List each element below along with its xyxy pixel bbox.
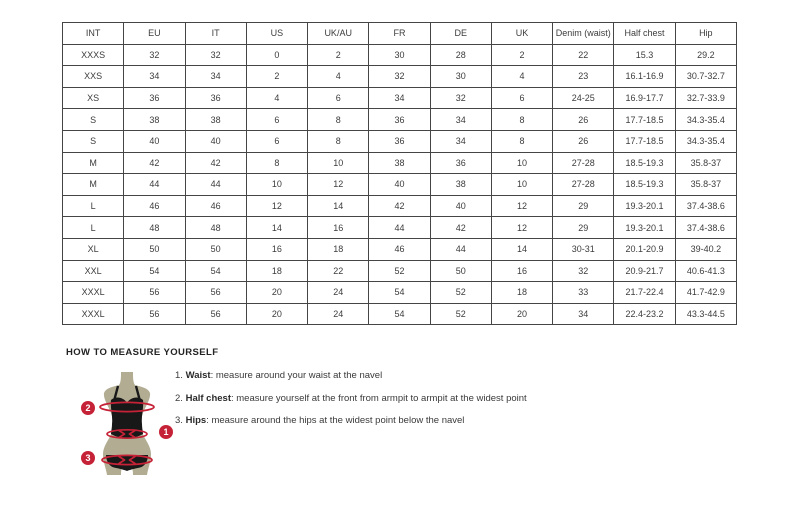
size-value-cell: 16 [491,260,552,282]
size-value-cell: 6 [246,130,307,152]
size-value-cell: 2 [246,66,307,88]
column-header: UK/AU [308,23,369,45]
size-value-cell: 40 [185,130,246,152]
size-label-cell: XXXS [63,44,124,66]
size-value-cell: 27-28 [553,152,614,174]
size-value-cell: 4 [246,87,307,109]
table-row [63,174,737,196]
column-header: US [246,23,307,45]
size-value-cell: 35.8-37 [675,152,736,174]
size-value-cell: 34 [185,66,246,88]
step-label: Hips [185,415,207,426]
column-header: Hip [675,23,736,45]
measure-step-half-chest [175,393,595,405]
size-value-cell: 21.7-22.4 [614,282,675,304]
size-value-cell: 29.2 [675,44,736,66]
size-value-cell: 6 [308,87,369,109]
size-value-cell: 26 [553,130,614,152]
size-label-cell: S [63,130,124,152]
size-label-cell: XS [63,87,124,109]
size-value-cell: 0 [246,44,307,66]
size-label-cell: XXS [63,66,124,88]
size-value-cell: 34 [553,303,614,325]
size-value-cell: 56 [185,282,246,304]
step-number: 3. [175,415,183,426]
size-value-cell: 46 [124,195,185,217]
size-value-cell: 28 [430,44,491,66]
size-value-cell: 18.5-19.3 [614,174,675,196]
size-value-cell: 10 [491,174,552,196]
chest-badge-number: 2 [85,403,91,414]
size-value-cell: 17.7-18.5 [614,109,675,131]
size-value-cell: 56 [185,303,246,325]
size-value-cell: 15.3 [614,44,675,66]
size-label-cell: XXL [63,260,124,282]
size-value-cell: 2 [308,44,369,66]
size-label-cell: M [63,174,124,196]
size-value-cell: 50 [430,260,491,282]
size-value-cell: 19.3-20.1 [614,217,675,239]
size-value-cell: 56 [124,303,185,325]
column-header: UK [491,23,552,45]
size-value-cell: 24 [308,282,369,304]
step-text: : measure yourself at the front from armpit to armpit at the widest point [230,392,527,404]
size-value-cell: 18.5-19.3 [614,152,675,174]
size-value-cell: 52 [430,303,491,325]
size-value-cell: 40.6-41.3 [675,260,736,282]
size-value-cell: 36 [185,87,246,109]
size-value-cell: 16.9-17.7 [614,87,675,109]
size-value-cell: 24 [308,303,369,325]
size-value-cell: 18 [246,260,307,282]
size-value-cell: 41.7-42.9 [675,282,736,304]
mannequin-illustration [78,372,178,478]
size-value-cell: 42 [369,195,430,217]
size-value-cell: 30 [369,44,430,66]
table-row [63,303,737,325]
size-value-cell: 6 [491,87,552,109]
size-value-cell: 32 [430,87,491,109]
size-value-cell: 33 [553,282,614,304]
size-value-cell: 34 [124,66,185,88]
measure-step-hips [175,415,595,427]
size-value-cell: 29 [553,195,614,217]
hips-badge [81,451,95,465]
table-row [63,238,737,260]
size-value-cell: 27-28 [553,174,614,196]
size-value-cell: 54 [124,260,185,282]
header-row [63,23,737,45]
size-value-cell: 32 [553,260,614,282]
column-header: EU [124,23,185,45]
size-value-cell: 46 [369,238,430,260]
column-header: Denim (waist) [553,23,614,45]
size-value-cell: 12 [308,174,369,196]
size-value-cell: 48 [124,217,185,239]
size-value-cell: 20 [246,303,307,325]
size-value-cell: 30-31 [553,238,614,260]
size-value-cell: 44 [369,217,430,239]
size-value-cell: 50 [185,238,246,260]
size-value-cell: 42 [430,217,491,239]
size-value-cell: 14 [308,195,369,217]
table-row [63,130,737,152]
size-value-cell: 36 [124,87,185,109]
size-value-cell: 56 [124,282,185,304]
size-value-cell: 12 [491,217,552,239]
size-value-cell: 14 [246,217,307,239]
size-value-cell: 4 [308,66,369,88]
size-label-cell: L [63,195,124,217]
step-text: : measure around your waist at the navel [210,370,383,381]
waist-badge [159,425,173,439]
size-value-cell: 38 [369,152,430,174]
size-value-cell: 48 [185,217,246,239]
size-value-cell: 8 [308,109,369,131]
size-label-cell: M [63,152,124,174]
size-value-cell: 16 [308,217,369,239]
size-value-cell: 44 [185,174,246,196]
table-row [63,282,737,304]
size-value-cell: 32.7-33.9 [675,87,736,109]
size-value-cell: 52 [369,260,430,282]
size-conversion-table [62,22,737,325]
size-value-cell: 30 [430,66,491,88]
size-value-cell: 10 [491,152,552,174]
waist-badge-number: 1 [163,427,169,438]
chest-badge [81,401,95,415]
size-value-cell: 40 [124,130,185,152]
size-value-cell: 42 [124,152,185,174]
mannequin-figure-svg [78,372,178,478]
size-value-cell: 34 [369,87,430,109]
size-label-cell: XL [63,238,124,260]
size-value-cell: 12 [491,195,552,217]
size-value-cell: 2 [491,44,552,66]
size-value-cell: 20.9-21.7 [614,260,675,282]
size-label-cell: XXXL [63,303,124,325]
table-row [63,44,737,66]
size-value-cell: 36 [369,130,430,152]
size-table-head [63,23,737,45]
column-header: FR [369,23,430,45]
size-value-cell: 24-25 [553,87,614,109]
size-value-cell: 10 [246,174,307,196]
size-value-cell: 14 [491,238,552,260]
size-value-cell: 20 [246,282,307,304]
size-value-cell: 26 [553,109,614,131]
size-value-cell: 37.4-38.6 [675,217,736,239]
size-label-cell: XXXL [63,282,124,304]
size-value-cell: 16.1-16.9 [614,66,675,88]
size-value-cell: 22.4-23.2 [614,303,675,325]
size-value-cell: 17.7-18.5 [614,130,675,152]
size-value-cell: 19.3-20.1 [614,195,675,217]
column-header: IT [185,23,246,45]
step-label: Half chest [185,392,231,404]
size-value-cell: 40 [430,195,491,217]
size-value-cell: 44 [124,174,185,196]
step-number: 2. [175,392,183,404]
size-label-cell: S [63,109,124,131]
size-value-cell: 54 [369,282,430,304]
size-value-cell: 6 [246,109,307,131]
step-number: 1. [175,370,183,381]
measure-step-waist [175,370,595,382]
size-value-cell: 54 [369,303,430,325]
size-value-cell: 34 [430,109,491,131]
size-value-cell: 52 [430,282,491,304]
size-value-cell: 37.4-38.6 [675,195,736,217]
size-value-cell: 8 [491,130,552,152]
measure-section-title: HOW TO MEASURE YOURSELF [66,347,219,358]
size-value-cell: 4 [491,66,552,88]
table-row [63,152,737,174]
size-value-cell: 22 [308,260,369,282]
column-header: DE [430,23,491,45]
size-value-cell: 39-40.2 [675,238,736,260]
size-value-cell: 10 [308,152,369,174]
size-value-cell: 20 [491,303,552,325]
size-value-cell: 34 [430,130,491,152]
size-value-cell: 29 [553,217,614,239]
size-value-cell: 23 [553,66,614,88]
table-row [63,66,737,88]
size-value-cell: 18 [308,238,369,260]
size-value-cell: 46 [185,195,246,217]
size-value-cell: 35.8-37 [675,174,736,196]
table-row [63,217,737,239]
size-value-cell: 38 [185,109,246,131]
table-row [63,109,737,131]
size-value-cell: 43.3-44.5 [675,303,736,325]
column-header: Half chest [614,23,675,45]
size-value-cell: 34.3-35.4 [675,130,736,152]
size-value-cell: 50 [124,238,185,260]
size-value-cell: 38 [124,109,185,131]
table-row [63,195,737,217]
size-value-cell: 36 [430,152,491,174]
size-value-cell: 8 [308,130,369,152]
size-value-cell: 54 [185,260,246,282]
step-text: : measure around the hips at the widest point below the navel [206,415,465,426]
size-value-cell: 8 [246,152,307,174]
size-value-cell: 30.7-32.7 [675,66,736,88]
size-value-cell: 36 [369,109,430,131]
size-value-cell: 22 [553,44,614,66]
size-value-cell: 12 [246,195,307,217]
measure-steps-list [175,370,595,438]
size-value-cell: 44 [430,238,491,260]
size-value-cell: 32 [369,66,430,88]
size-label-cell: L [63,217,124,239]
size-value-cell: 20.1-20.9 [614,238,675,260]
size-value-cell: 16 [246,238,307,260]
column-header: INT [63,23,124,45]
size-value-cell: 32 [185,44,246,66]
size-value-cell: 34.3-35.4 [675,109,736,131]
table-row [63,260,737,282]
size-table-body [63,44,737,325]
size-value-cell: 42 [185,152,246,174]
step-label: Waist [185,370,211,381]
hips-badge-number: 3 [85,453,91,464]
size-value-cell: 38 [430,174,491,196]
size-value-cell: 40 [369,174,430,196]
table-row [63,87,737,109]
size-value-cell: 18 [491,282,552,304]
size-value-cell: 32 [124,44,185,66]
size-value-cell: 8 [491,109,552,131]
